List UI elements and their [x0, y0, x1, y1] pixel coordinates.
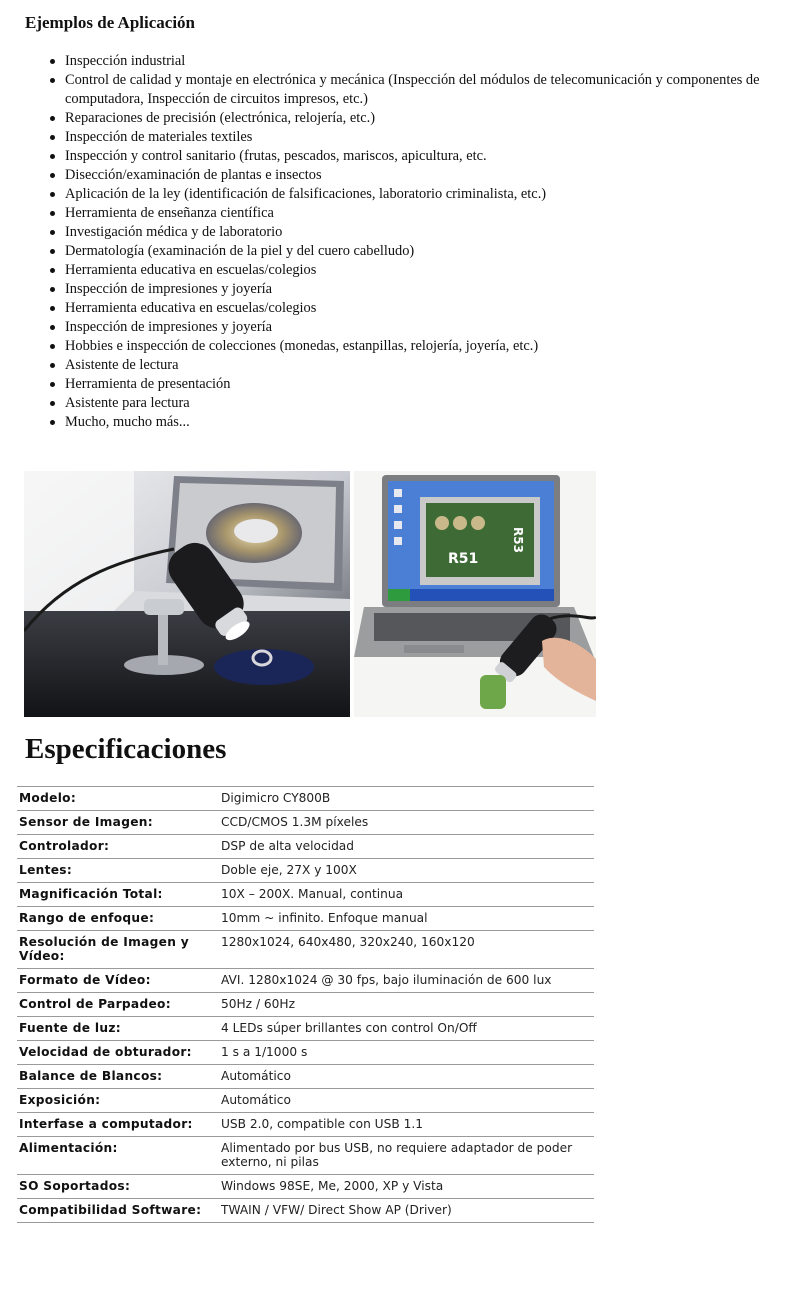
list-item: Asistente de lectura	[65, 356, 780, 375]
spec-value: 1 s a 1/1000 s	[221, 1045, 308, 1059]
list-item: Herramienta de presentación	[65, 375, 780, 394]
spec-value: Digimicro CY800B	[221, 791, 331, 805]
list-item: Inspección de impresiones y joyería	[65, 280, 780, 299]
list-item: Inspección y control sanitario (frutas, pescados, mariscos, apicultura, etc.	[65, 147, 780, 166]
list-item: Aplicación de la ley (identificación de falsificaciones, laboratorio criminalista, etc.)	[65, 185, 780, 204]
table-row	[17, 1175, 594, 1199]
spec-label: Fuente de luz:	[19, 1021, 121, 1035]
table-row	[17, 993, 594, 1017]
list-item: Investigación médica y de laboratorio	[65, 223, 780, 242]
spec-label: Sensor de Imagen:	[19, 815, 153, 829]
spec-value: Automático	[221, 1093, 291, 1107]
list-item: Hobbies e inspección de colecciones (monedas, estanpillas, relojería, joyería, etc.)	[65, 337, 780, 356]
table-row	[17, 1017, 594, 1041]
table-row	[17, 1113, 594, 1137]
specs-table	[17, 786, 594, 1223]
spec-label: Formato de Vídeo:	[19, 973, 151, 987]
table-row	[17, 859, 594, 883]
spec-label: Alimentación:	[19, 1141, 118, 1155]
spec-value: Automático	[221, 1069, 291, 1083]
list-item: Control de calidad y montaje en electrónica y mecánica (Inspección del módulos de telecomunicación y componentes de computadora, Inspección de circuitos impresos, etc.)	[65, 71, 780, 109]
microscope-stand-illustration	[24, 471, 350, 717]
table-row	[17, 969, 594, 993]
table-row	[17, 1065, 594, 1089]
spec-value: 10X – 200X. Manual, continua	[221, 887, 404, 901]
specs-heading: Especificaciones	[25, 733, 227, 765]
spec-label: Controlador:	[19, 839, 110, 853]
spec-label: Rango de enfoque:	[19, 911, 155, 925]
list-item: Herramienta educativa en escuelas/colegios	[65, 299, 780, 318]
spec-value: CCD/CMOS 1.3M píxeles	[221, 815, 369, 829]
list-item: Inspección industrial	[65, 52, 780, 71]
table-row	[17, 787, 594, 811]
table-row	[17, 811, 594, 835]
spec-value: AVI. 1280x1024 @ 30 fps, bajo iluminación de 600 lux	[221, 973, 552, 987]
spec-value: DSP de alta velocidad	[221, 839, 355, 853]
spec-value: Windows 98SE, Me, 2000, XP y Vista	[221, 1179, 444, 1193]
table-row	[17, 1137, 594, 1175]
list-item: Disección/examinación de plantas e insectos	[65, 166, 780, 185]
applications-heading: Ejemplos de Aplicación	[25, 13, 196, 32]
microscope-stand-photo	[24, 471, 350, 717]
table-row	[17, 1089, 594, 1113]
spec-value: 50Hz / 60Hz	[221, 997, 295, 1011]
list-item: Herramienta educativa en escuelas/colegios	[65, 261, 780, 280]
spec-value: USB 2.0, compatible con USB 1.1	[221, 1117, 423, 1131]
pcb-label-r51: R51	[448, 551, 479, 567]
spec-label: Magnificación Total:	[19, 887, 163, 901]
spec-label: Modelo:	[19, 791, 77, 805]
list-item: Mucho, mucho más...	[65, 413, 780, 432]
list-item: Inspección de materiales textiles	[65, 128, 780, 147]
spec-label: Interfase a computador:	[19, 1117, 193, 1131]
spec-label: Compatibilidad Software:	[19, 1203, 202, 1217]
spec-label: Balance de Blancos:	[19, 1069, 163, 1083]
spec-value: Alimentado por bus USB, no requiere adaptador de poder externo, ni pilas	[221, 1141, 573, 1169]
list-item: Reparaciones de precisión (electrónica, relojería, etc.)	[65, 109, 780, 128]
spec-label: Lentes:	[19, 863, 73, 877]
list-item: Asistente para lectura	[65, 394, 780, 413]
spec-label: Velocidad de obturador:	[19, 1045, 192, 1059]
spec-label: Exposición:	[19, 1093, 101, 1107]
laptop-pcb-photo	[354, 471, 596, 717]
spec-value: Doble eje, 27X y 100X	[221, 863, 357, 877]
table-row	[17, 1041, 594, 1065]
spec-label: SO Soportados:	[19, 1179, 131, 1193]
spec-label: Resolución de Imagen y Vídeo:	[19, 935, 189, 963]
spec-value: 1280x1024, 640x480, 320x240, 160x120	[221, 935, 475, 949]
spec-value: 10mm ~ infinito. Enfoque manual	[221, 911, 428, 925]
list-item: Dermatología (examinación de la piel y del cuero cabelludo)	[65, 242, 780, 261]
table-row	[17, 835, 594, 859]
list-item: Herramienta de enseñanza científica	[65, 204, 780, 223]
applications-list	[65, 52, 780, 432]
spec-label: Control de Parpadeo:	[19, 997, 171, 1011]
spec-value: 4 LEDs súper brillantes con control On/Off	[221, 1021, 477, 1035]
table-row	[17, 931, 594, 969]
laptop-pcb-illustration	[354, 471, 596, 717]
table-row	[17, 1199, 594, 1223]
pcb-label-r53: R53	[511, 527, 525, 553]
table-row	[17, 907, 594, 931]
table-row	[17, 883, 594, 907]
list-item: Inspección de impresiones y joyería	[65, 318, 780, 337]
spec-value: TWAIN / VFW/ Direct Show AP (Driver)	[221, 1203, 452, 1217]
